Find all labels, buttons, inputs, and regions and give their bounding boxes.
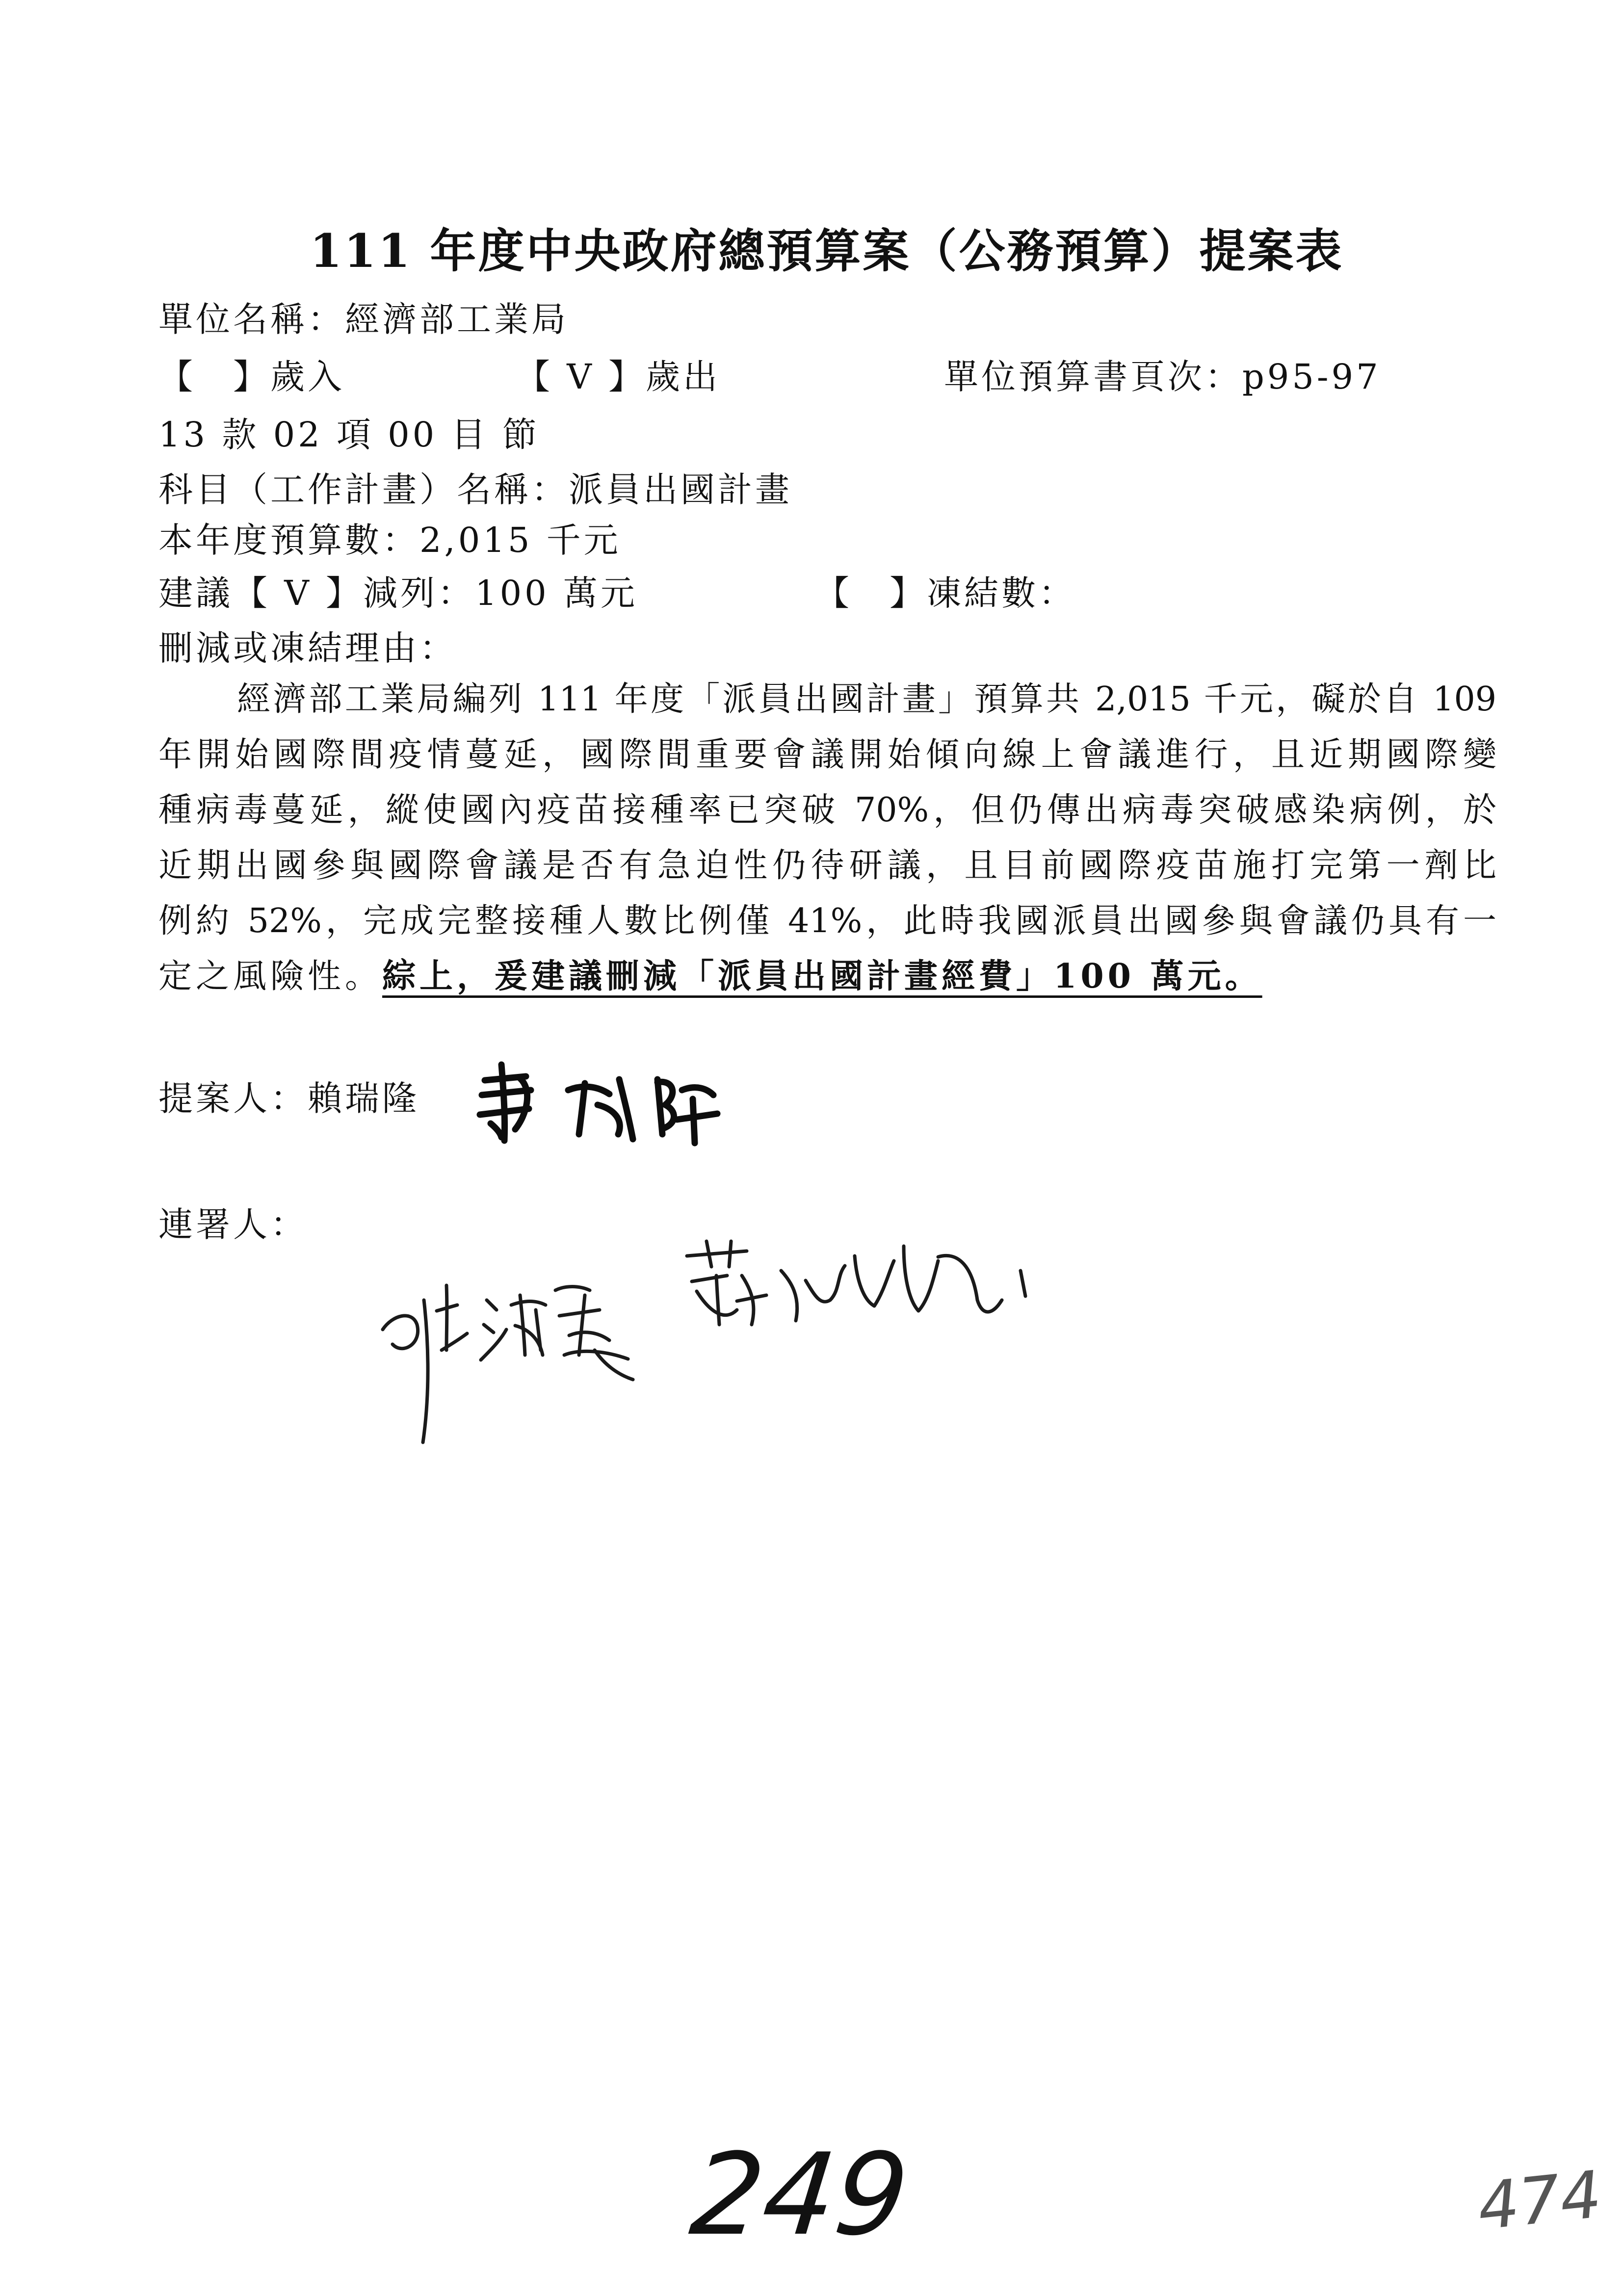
freeze-proposal: 【 】凍結數：: [815, 573, 1076, 613]
cosigner-signature-1: [383, 1285, 633, 1442]
reason-line: 種病毒蔓延，縱使國內疫苗接種率已突破 70%，但仍傳出病毒突破感染病例，於: [158, 791, 1496, 830]
unit-name-row: [158, 299, 569, 339]
item-code: 13 款 02 項 00 目 節: [158, 415, 540, 455]
reason-paragraph: [158, 672, 1496, 1004]
handwritten-corner-number: 474: [1474, 2157, 1605, 2245]
proposer-label: 提案人：: [158, 1078, 308, 1119]
budget-amount-value: 2,015 千元: [419, 520, 621, 560]
revenue-option: 【 】歲入: [158, 357, 345, 397]
page-title: 111 年度中央政府總預算案（公務預算）提案表: [310, 224, 1344, 278]
proposer-row: [158, 1078, 419, 1119]
page-reference-label: 單位預算書頁次：: [944, 357, 1242, 397]
reason-line: 經濟部工業局編列 111 年度「派員出國計畫」預算共 2,015 千元，礙於自 109: [237, 680, 1496, 719]
subject-value: 派員出國計畫: [569, 470, 792, 510]
expenditure-option: 【 V 】歲出: [516, 357, 721, 397]
budget-amount-row: [158, 520, 621, 560]
cut-proposal: [158, 573, 638, 613]
cosigner-label: 連署人：: [158, 1204, 308, 1245]
unit-name-label: 單位名稱：: [158, 299, 345, 339]
page-reference: [944, 357, 1381, 397]
page-reference-value: p95-97: [1242, 357, 1381, 397]
reason-last-plain: 定之風險性。: [158, 957, 383, 996]
reason-label: 刪減或凍結理由：: [158, 628, 457, 668]
handwritten-page-number: 249: [685, 2130, 915, 2261]
budget-amount-label: 本年度預算數：: [158, 520, 419, 560]
cosigner-signature-2: [687, 1241, 1025, 1325]
subject-row: [158, 470, 792, 510]
cut-label: 建議【 V 】減列：: [158, 573, 475, 613]
cut-amount: 100 萬元: [475, 573, 638, 613]
reason-line: 例約 52%，完成完整接種人數比例僅 41%，此時我國派員出國參與會議仍具有一: [158, 902, 1496, 940]
cosigner-signatures: [373, 1226, 1050, 1452]
reason-conclusion: 綜上，爰建議刪減「派員出國計畫經費」100 萬元。: [382, 957, 1262, 996]
reason-line: 年開始國際間疫情蔓延，國際間重要會議開始傾向線上會議進行，且近期國際變: [158, 735, 1496, 774]
reason-last-line: [158, 949, 1496, 1004]
unit-name-value: 經濟部工業局: [345, 299, 569, 339]
reason-line: 近期出國參與國際會議是否有急迫性仍待研議，且目前國際疫苗施打完第一劑比: [158, 846, 1496, 885]
subject-label: 科目（工作計畫）名稱：: [158, 470, 569, 510]
proposer-name: 賴瑞隆: [308, 1078, 419, 1119]
proposer-signature: [471, 1060, 726, 1148]
